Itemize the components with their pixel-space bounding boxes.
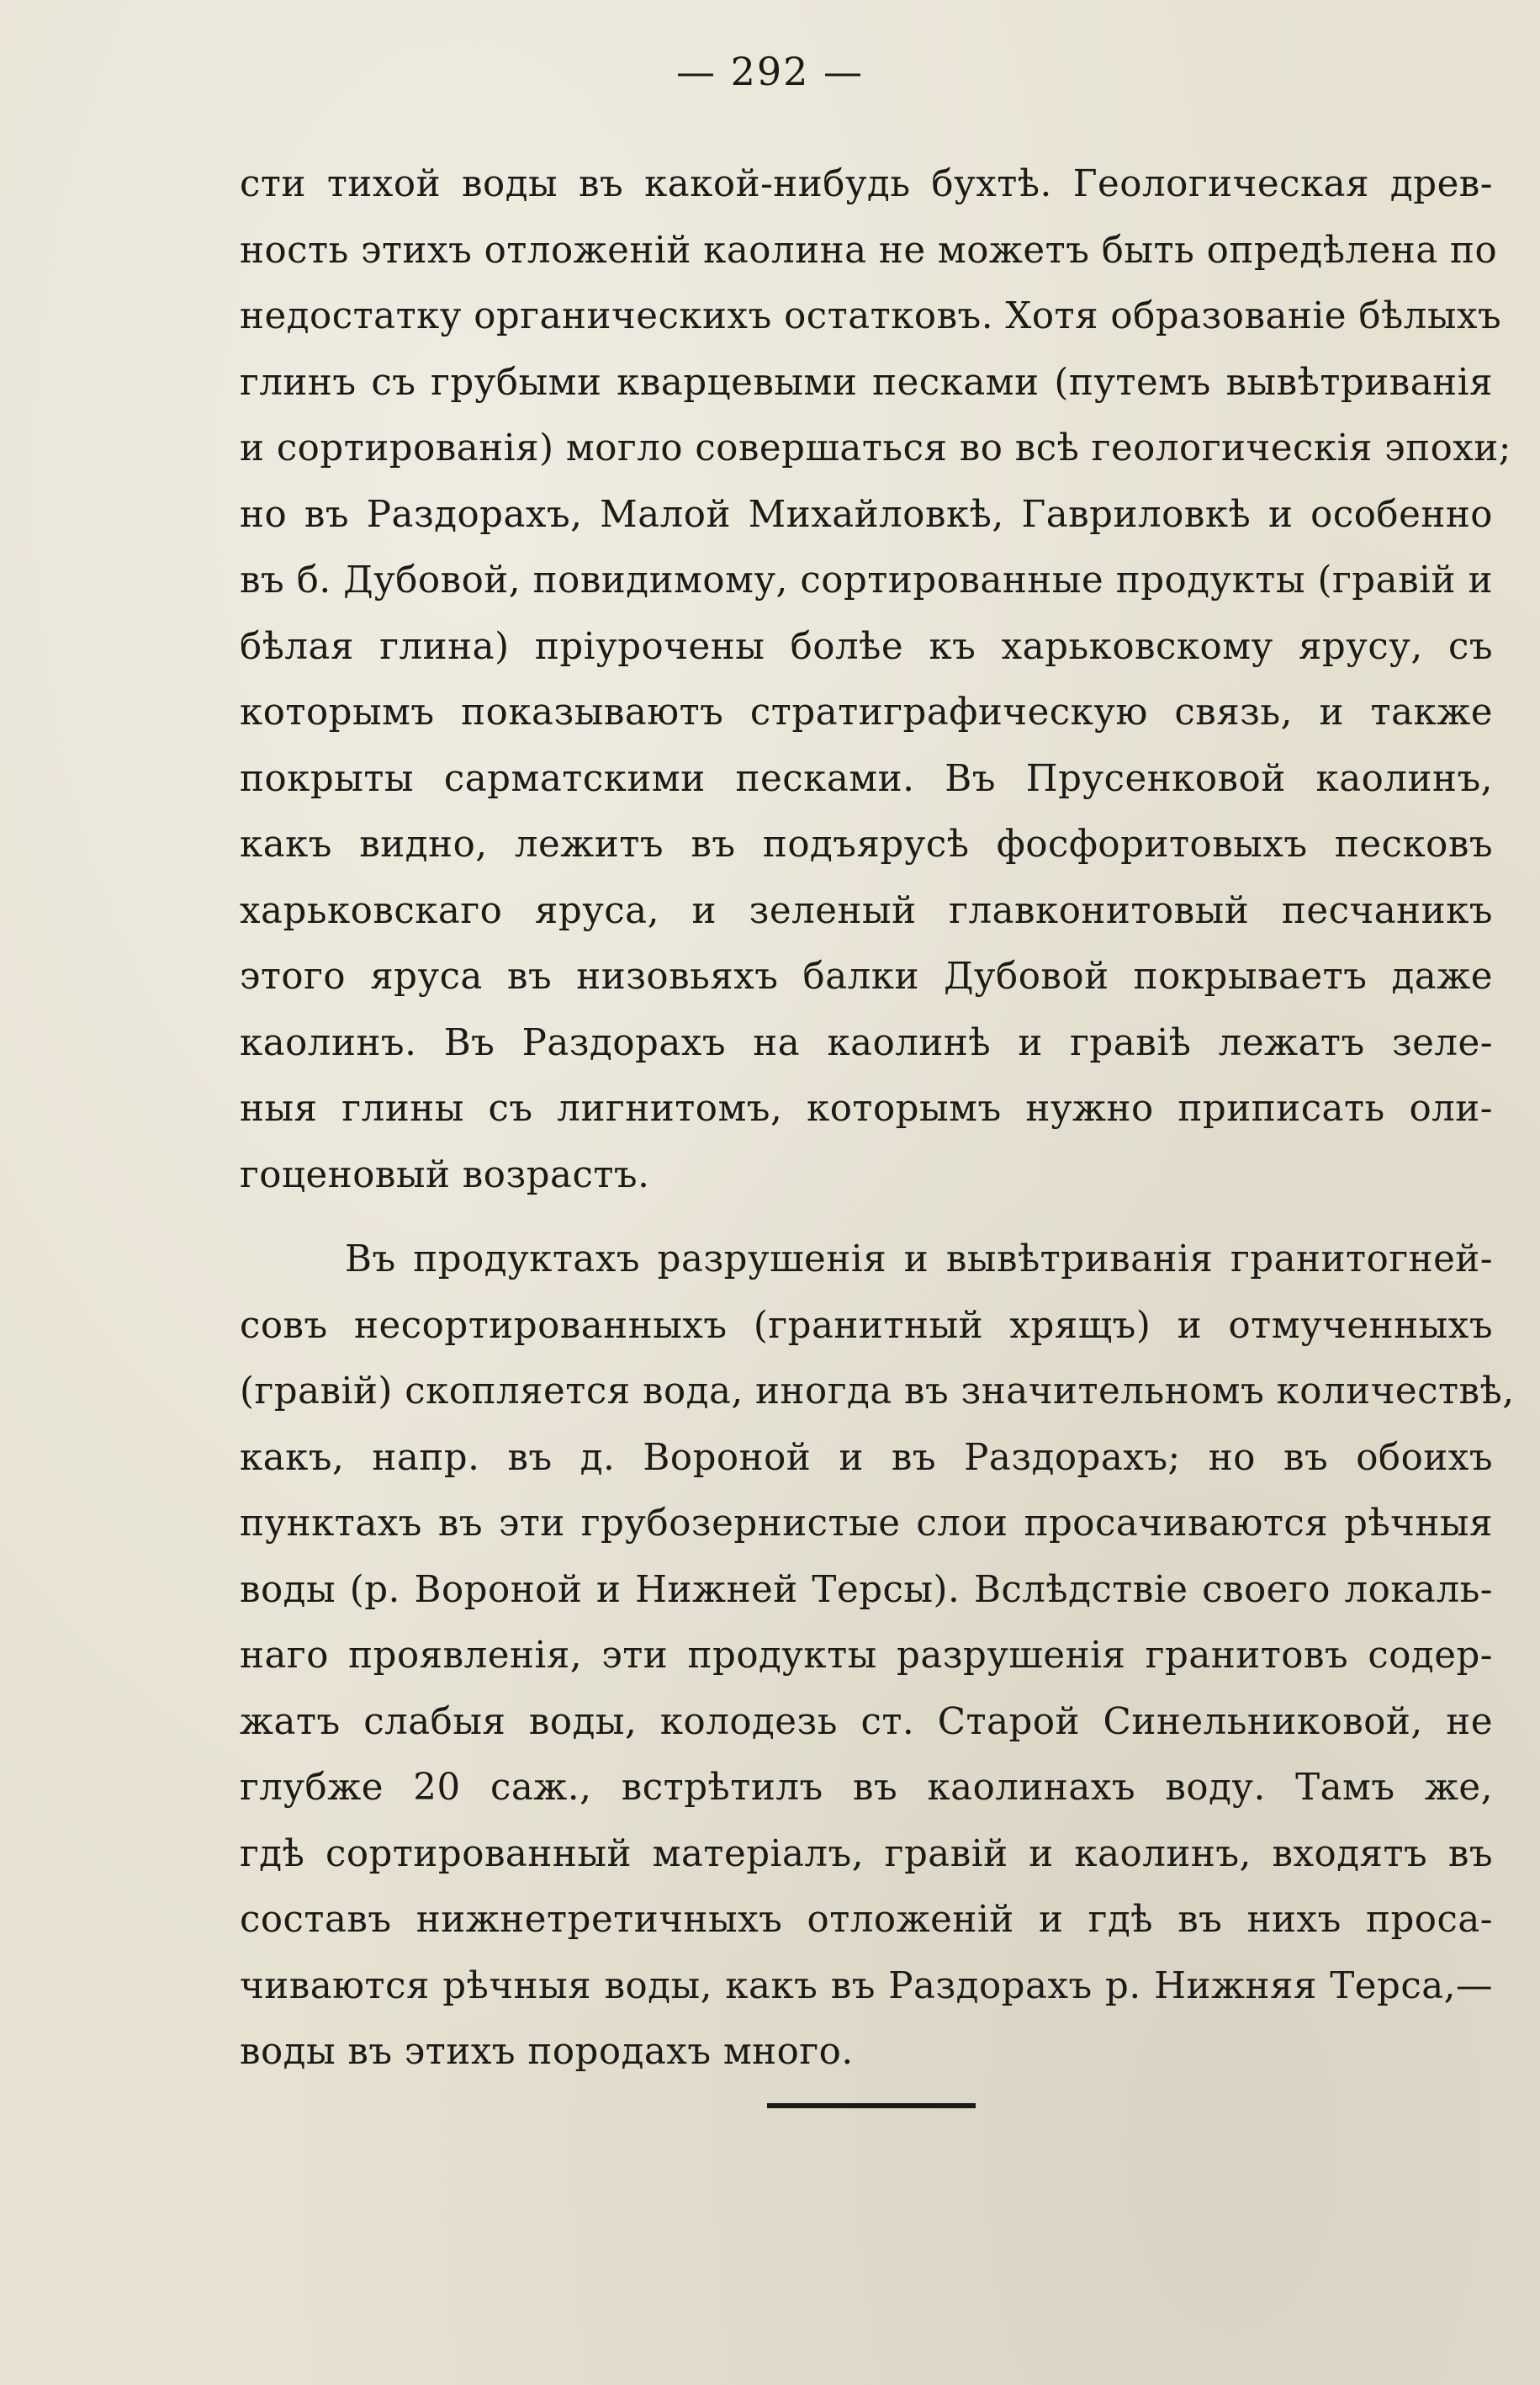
text-line: глубже 20 саж., встрѣтилъ въ каолинахъ воду. Тамъ же,: [240, 1767, 1493, 1809]
text-line: воды въ этихъ породахъ много.: [240, 2031, 854, 2073]
text-line: ность этихъ отложенiй каолина не можетъ быть опредѣлена по: [240, 229, 1498, 272]
text-line: гоценовый возрастъ.: [240, 1153, 650, 1196]
text-line: харьковскаго яруса, и зеленый главконитовый песчаникъ: [240, 889, 1493, 932]
text-line: каолинъ. Въ Раздорахъ на каолинѣ и гравiѣ лежатъ зеле-: [240, 1021, 1493, 1064]
text-line: какъ, напр. въ д. Вороной и въ Раздорахъ; но въ обоихъ: [240, 1436, 1493, 1479]
page-number: — 292 —: [675, 49, 865, 94]
text-line: воды (р. Вороной и Нижней Терсы). Вслѣдствiе своего локаль-: [240, 1568, 1493, 1611]
paragraph-1: [240, 151, 1511, 1208]
text-line: которымъ показываютъ стратиграфическую связь, и также: [240, 692, 1493, 734]
text-line: въ б. Дубовой, повидимому, сортированные продукты (гравiй и: [240, 559, 1493, 602]
text-line: чиваются рѣчныя воды, какъ въ Раздорахъ р. Нижняя Терса,—: [240, 1964, 1493, 2007]
text-line: какъ видно, лежитъ въ подъярусѣ фосфоритовыхъ песковъ: [240, 824, 1493, 866]
text-line: гдѣ сортированный матерiалъ, гравiй и каолинъ, входятъ въ: [240, 1832, 1493, 1875]
text-line: и сортированiя) могло совершаться во всѣ геологическiя эпохи;: [240, 427, 1511, 469]
text-line: но въ Раздорахъ, Малой Михайловкѣ, Гавриловкѣ и особенно: [240, 493, 1493, 536]
text-line: пунктахъ въ эти грубозернистые слои просачиваются рѣчныя: [240, 1503, 1493, 1545]
text-line: наго проявленiя, эти продукты разрушенiя гранитовъ содер-: [240, 1635, 1493, 1677]
text-line: Въ продуктахъ разрушенiя и вывѣтриванiя гранитогней-: [345, 1238, 1493, 1280]
text-line: этого яруса въ низовьяхъ балки Дубовой покрываетъ даже: [240, 956, 1493, 998]
text-line: покрыты сарматскими песками. Въ Прусенковой каолинъ,: [240, 757, 1493, 800]
text-line: (гравiй) скопляется вода, иногда въ значительномъ количествѣ,: [240, 1370, 1515, 1412]
text-line: глинъ съ грубыми кварцевыми песками (путемъ вывѣтриванiя: [240, 361, 1493, 404]
text-line: сти тихой воды въ какой-нибудь бухтѣ. Геологическая древ-: [240, 163, 1493, 205]
text-line: бѣлая глина) прiурочены болѣе къ харьковскому ярусу, съ: [240, 625, 1493, 668]
text-line: совъ несортированныхъ (гранитный хрящъ) и отмученныхъ: [240, 1304, 1493, 1347]
text-line: составъ нижнетретичныхъ отложенiй и гдѣ въ нихъ проса-: [240, 1899, 1493, 1941]
section-divider: [767, 2103, 976, 2108]
body-text: [240, 151, 1515, 2086]
text-line: ныя глины съ лигнитомъ, которымъ нужно приписать оли-: [240, 1088, 1493, 1130]
text-line: недостатку органическихъ остатковъ. Хотя образованiе бѣлыхъ: [240, 295, 1502, 337]
paragraph-2: [240, 1227, 1515, 2086]
text-line: жатъ слабыя воды, колодезь ст. Старой Синельниковой, не: [240, 1700, 1493, 1743]
paragraph-gap: [240, 1208, 1493, 1227]
